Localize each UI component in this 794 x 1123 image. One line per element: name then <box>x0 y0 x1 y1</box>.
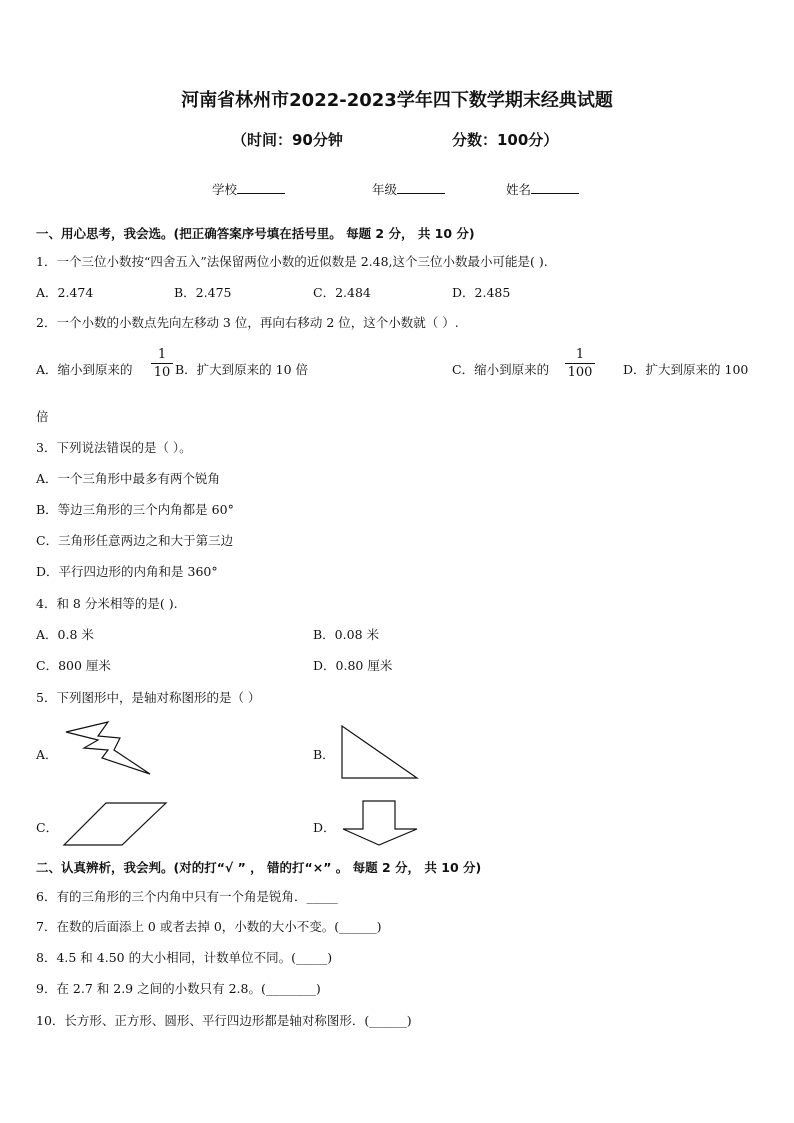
q3-option-a: A．一个三角形中最多有两个锐角 <box>36 471 221 486</box>
exam-time: （时间：90分钟 <box>232 131 343 149</box>
q5-stem: 5．下列图形中，是轴对称图形的是（ ） <box>36 690 261 705</box>
q2-option-d: D．扩大到原来的 100 <box>623 362 749 377</box>
exam-score: 分数：100分） <box>452 131 559 149</box>
q2-fraction-a <box>151 347 173 380</box>
parallelogram-figure <box>62 801 168 847</box>
q3-option-b: B．等边三角形的三个内角都是 60° <box>36 502 234 517</box>
q10-statement: 10．长方形、正方形、圆形、平行四边形都是轴对称图形．(______) <box>36 1013 412 1028</box>
q2-fraction-a-denominator: 10 <box>153 365 171 380</box>
section2-heading: 二、认真辨析，我会判。(对的打“√ ” ， 错的打“×” 。 每题 2 分， 共 10 分) <box>36 860 482 875</box>
q5-option-b: B． <box>313 747 335 762</box>
school-field <box>212 180 285 198</box>
q2-option-a: A．缩小到原来的 <box>36 362 133 377</box>
page-title: 河南省林州市2022-2023学年四下数学期末经典试题 <box>181 90 613 111</box>
grade-field <box>372 180 445 198</box>
q1-option-b: B．2.475 <box>174 285 232 300</box>
q1-option-a: A．2.474 <box>36 285 94 300</box>
q2-fraction-c-numerator: 1 <box>575 347 585 362</box>
q9-statement: 9．在 2.7 和 2.9 之间的小数只有 2.8。(________) <box>36 981 321 996</box>
q3-option-c: C．三角形任意两边之和大于第三边 <box>36 533 234 548</box>
q5-option-c: C． <box>36 820 59 835</box>
q4-option-b: B．0.08 米 <box>313 627 379 642</box>
q1-option-c: C．2.484 <box>313 285 371 300</box>
q2-fraction-c-denominator: 100 <box>567 365 593 380</box>
lightning-shape-figure <box>64 722 156 778</box>
grade-label: 年级 <box>372 182 398 197</box>
q2-fraction-c <box>565 347 595 380</box>
q2-stem: 2．一个小数的小数点先向左移动 3 位，再向右移动 2 位，这个小数就（ ）. <box>36 315 459 330</box>
name-blank <box>531 181 579 194</box>
q4-option-a: A．0.8 米 <box>36 627 94 642</box>
q1-stem: 1．一个三位小数按“四舍五入”法保留两位小数的近似数是 2.48,这个三位小数最小可能是( ). <box>36 254 548 269</box>
q2-fraction-a-numerator: 1 <box>157 347 167 362</box>
name-label: 姓名 <box>506 182 532 197</box>
grade-blank <box>397 181 445 194</box>
q5-option-a: A． <box>36 747 58 762</box>
right-triangle-figure <box>340 724 420 780</box>
q2-option-c: C．缩小到原来的 <box>452 362 550 377</box>
q3-stem: 3．下列说法错误的是（ ）。 <box>36 440 192 455</box>
q2-option-d-continued: 倍 <box>36 409 49 424</box>
down-arrow-figure <box>341 799 419 847</box>
section1-heading: 一、用心思考，我会选。(把正确答案序号填在括号里。 每题 2 分， 共 10 分) <box>36 226 475 241</box>
school-blank <box>237 181 285 194</box>
q1-option-d: D．2.485 <box>452 285 511 300</box>
q3-option-d: D．平行四边形的内角和是 360° <box>36 564 218 579</box>
q4-option-c: C．800 厘米 <box>36 658 111 673</box>
q6-statement: 6．有的三角形的三个内角中只有一个角是锐角．_____ <box>36 889 338 904</box>
q4-option-d: D．0.80 厘米 <box>313 658 393 673</box>
q8-statement: 8．4.5 和 4.50 的大小相同，计数单位不同。(_____) <box>36 950 333 965</box>
school-label: 学校 <box>212 182 238 197</box>
q4-stem: 4．和 8 分米相等的是( ). <box>36 596 178 611</box>
q5-option-d: D． <box>313 820 336 835</box>
name-field <box>506 180 579 198</box>
q7-statement: 7．在数的后面添上 0 或者去掉 0，小数的大小不变。(______) <box>36 919 382 934</box>
q2-option-b: B．扩大到原来的 10 倍 <box>175 362 309 377</box>
